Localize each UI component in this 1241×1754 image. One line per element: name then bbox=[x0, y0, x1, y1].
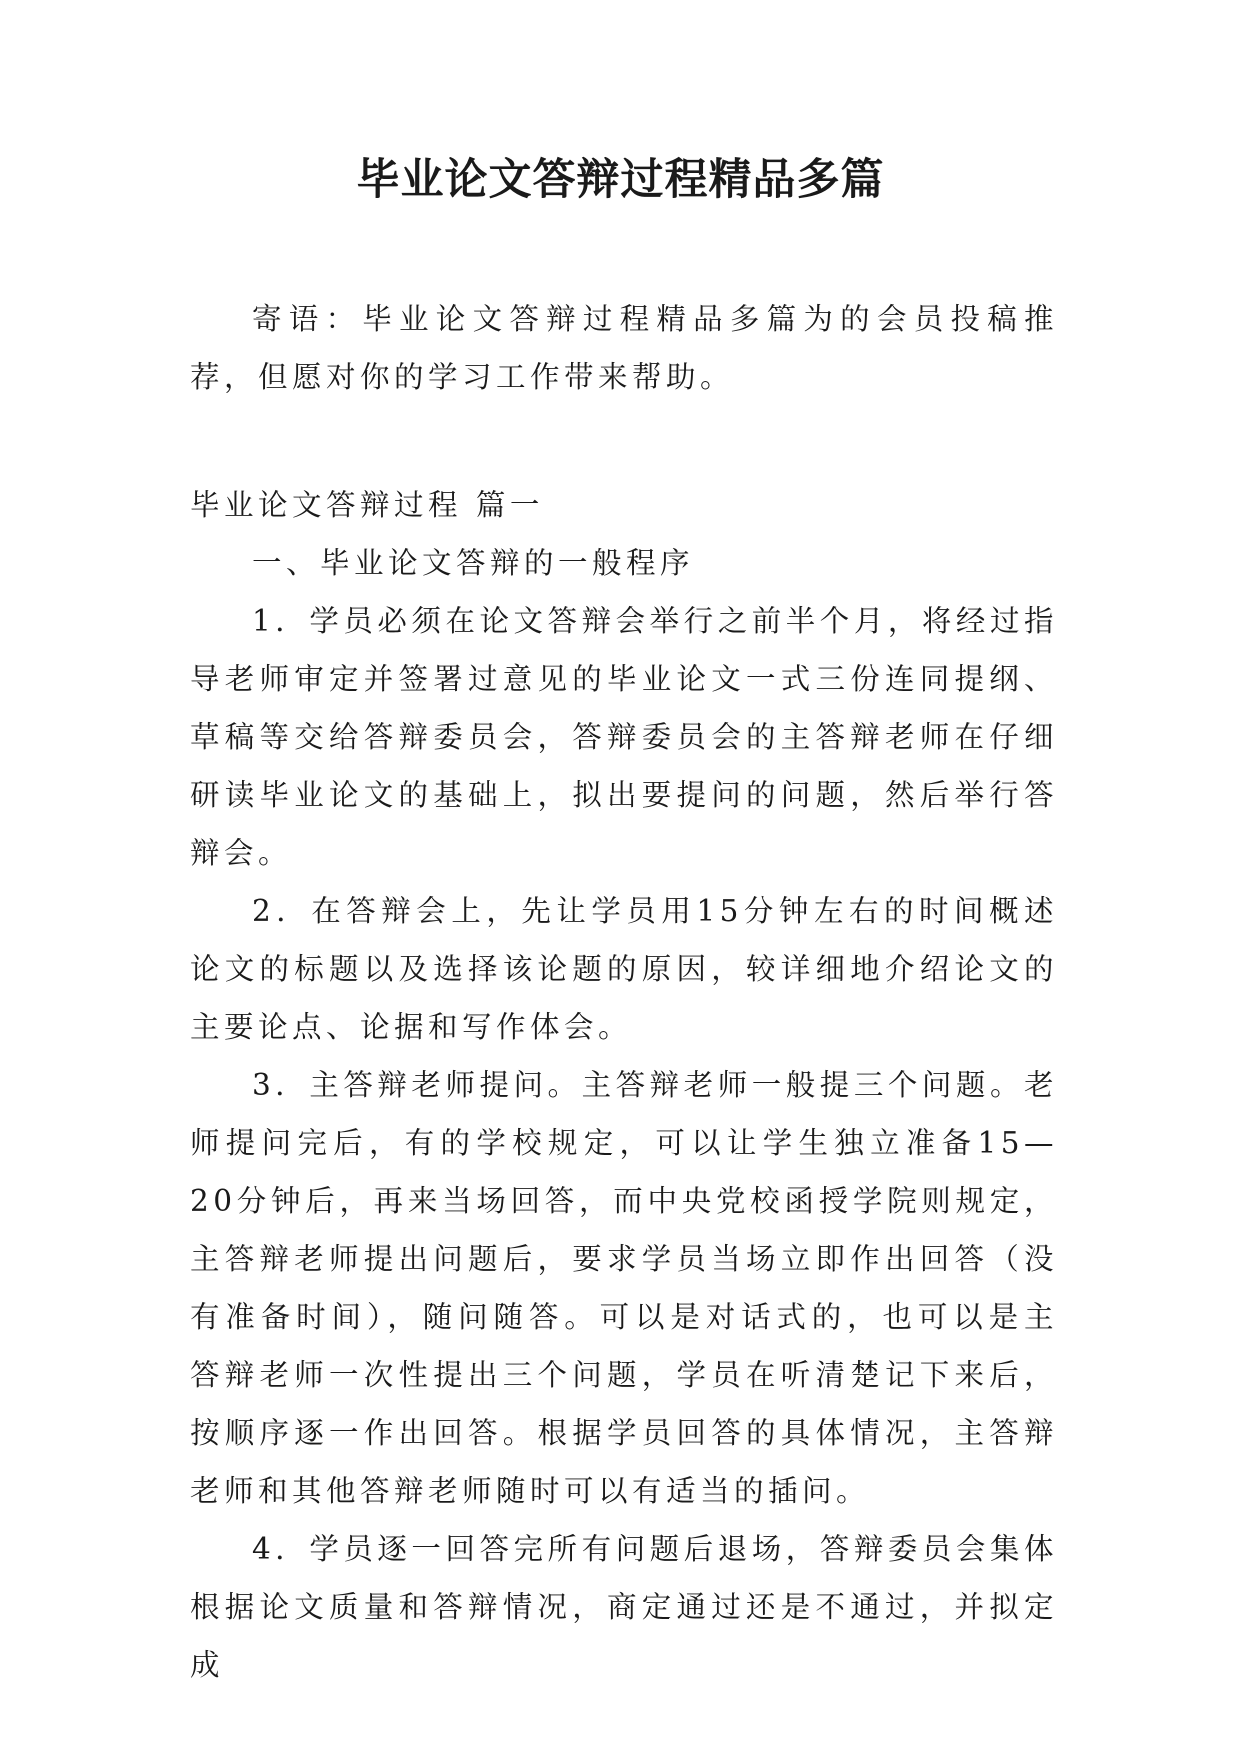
spacer bbox=[190, 406, 1058, 476]
paragraph-1: 1．学员必须在论文答辩会举行之前半个月，将经过指导老师审定并签署过意见的毕业论文一式三份连同提纲、草稿等交给答辩委员会，答辩委员会的主答辩老师在仔细研读毕业论文的基础上，拟出要提问的问题，然后举行答辩会。 bbox=[190, 604, 1058, 870]
document-title: 毕业论文答辩过程精品多篇 bbox=[356, 155, 885, 205]
paragraph-3: 3．主答辩老师提问。主答辩老师一般提三个问题。老师提问完后，有的学校规定，可以让学生独立准备15—20分钟后，再来当场回答，而中央党校函授学院则规定，主答辩老师提出问题后，要求学员当场立即作出回答（没有准备时间），随问随答。可以是对话式的，也可以是主答辩老师一次性提出三个问题，学员在听清楚记下来后，按顺序逐一作出回答。根据学员回答的具体情况，主答辩老师和其他答辩老师随时可以有适当的插问。 bbox=[190, 1068, 1058, 1508]
section-heading: 毕业论文答辩过程 篇一 bbox=[190, 488, 544, 522]
document-body bbox=[190, 290, 1058, 1694]
intro-paragraph: 寄语：毕业论文答辩过程精品多篇为的会员投稿推荐，但愿对你的学习工作带来帮助。 bbox=[190, 302, 1058, 394]
paragraph-2: 2．在答辩会上，先让学员用15分钟左右的时间概述论文的标题以及选择该论题的原因，较详细地介绍论文的主要论点、论据和写作体会。 bbox=[190, 894, 1058, 1044]
paragraph-4: 4．学员逐一回答完所有问题后退场，答辩委员会集体根据论文质量和答辩情况，商定通过还是不通过，并拟定成 bbox=[190, 1532, 1058, 1682]
subheading: 一、毕业论文答辩的一般程序 bbox=[252, 546, 695, 580]
